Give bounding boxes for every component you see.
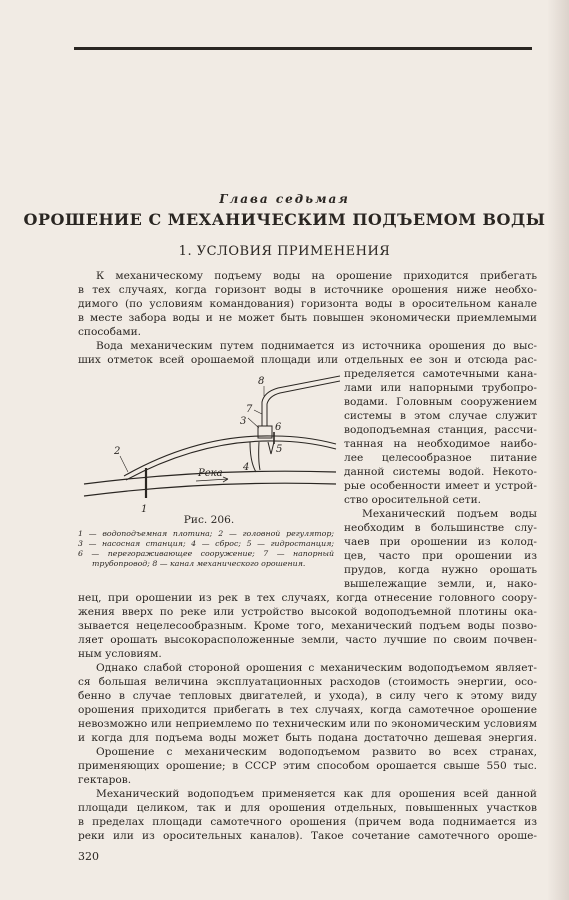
irrigation-scheme-diagram xyxy=(78,372,340,514)
figure-legend-line: трубопровод; 8 — канал механического орошения. xyxy=(92,559,306,568)
text-line: вышележащие земли, и, нако- xyxy=(344,578,537,590)
text-line: Механический подъем воды xyxy=(362,508,537,520)
text-line: ших отметок всей орошаемой площади или отдельных ее зон и отсюда рас- xyxy=(78,354,537,366)
label-2: 2 xyxy=(114,446,121,457)
text-line: зывается нецелесообразным. Кроме того, механический подъем воды позво- xyxy=(78,620,537,632)
text-line: невозможно или неприемлемо по техническим или по экономическим условиям xyxy=(78,718,537,730)
header-rule xyxy=(74,47,532,50)
text-line: ным условиям. xyxy=(78,648,162,660)
river-flow-arrow xyxy=(196,479,228,481)
text-line: Механический водоподъем применяется как для орошения всей данной xyxy=(96,788,537,800)
text-line: реки или из оросительных каналов). Такое сочетание самотечного ороше- xyxy=(78,830,537,842)
page-edge-shadow xyxy=(547,0,569,900)
text-line: К механическому подъему воды на орошение приходится прибегать xyxy=(96,270,537,282)
text-line: гектаров. xyxy=(78,774,132,786)
text-line: лами или напорными трубопро- xyxy=(344,382,537,394)
text-line: в пределах площади самотечного орошения (причем вода поднимается из xyxy=(78,816,537,828)
text-line: жения вверх по реке или устройство высокой водоподъемной плотины ока- xyxy=(78,606,537,618)
text-line: нец, при орошении из рек в тех случаях, когда отнесение головного соору- xyxy=(78,592,537,604)
text-line: чаев при орошении из колод- xyxy=(344,536,537,548)
label-3: 3 xyxy=(240,416,247,427)
text-line: орошения приходится прибегать в тех случаях, когда самотечное орошение xyxy=(78,704,537,716)
figure-legend-line: 3 — насосная станция; 4 — сброс; 5 — гидростанция; xyxy=(78,539,334,548)
page-number: 320 xyxy=(78,850,99,863)
text-line: в тех случаях, когда горизонт воды в источнике орошения ниже необхо- xyxy=(78,284,537,296)
text-line: рые особенности имеет и устрой- xyxy=(344,480,537,492)
text-line: способами. xyxy=(78,326,142,338)
label-5: 5 xyxy=(276,444,283,455)
label-8: 8 xyxy=(258,376,265,387)
label-6: 6 xyxy=(275,422,282,433)
figure-caption: Рис. 206. xyxy=(183,514,235,526)
chapter-label: Глава седьмая xyxy=(219,192,350,206)
figure-legend-line: 6 — перегораживающее сооружение; 7 — напорный xyxy=(78,549,334,558)
text-line: Вода механическим путем поднимается из источника орошения до выс- xyxy=(96,340,537,352)
text-line: Однако слабой стороной орошения с механическим водоподъемом являет- xyxy=(96,662,537,674)
text-line: димого (по условиям командования) горизонта воды в оросительном канале xyxy=(78,298,537,310)
text-line: данной системы водой. Некото- xyxy=(344,466,537,478)
text-line: пределяется самотечными кана- xyxy=(344,368,537,380)
section-title: 1. УСЛОВИЯ ПРИМЕНЕНИЯ xyxy=(178,244,391,259)
text-line: применяющих орошение; в СССР этим способом орошается свыше 550 тыс. xyxy=(78,760,537,772)
text-line: ся большая величина эксплуатационных расходов (стоимость энергии, осо- xyxy=(78,676,537,688)
text-line: площади целиком, так и для орошения отдельных, повышенных участков xyxy=(78,802,537,814)
text-line: и когда для подъема воды может быть подана достаточно дешевая энергия. xyxy=(78,732,537,744)
spillway xyxy=(250,442,256,472)
river-label: Река xyxy=(198,468,223,479)
text-line: Орошение с механическим водоподъемом развито во всех странах, xyxy=(96,746,537,758)
text-line: системы в этом случае служит xyxy=(344,410,537,422)
text-line: ляет орошать высокорасположенные земли, часто лучшие по своим почвен- xyxy=(78,634,537,646)
figure-legend-line: 1 — водоподъемная плотина; 2 — головной регулятор; xyxy=(78,529,334,538)
hydro-station xyxy=(268,442,274,454)
river-bank-lower xyxy=(84,483,336,496)
text-line: бенно в случае тепловых двигателей, и ухода), в силу чего к этому виду xyxy=(78,690,537,702)
text-line: прудов, когда нужно орошать xyxy=(344,564,537,576)
text-line: в месте забора воды и не может быть повышен экономически приемлемыми xyxy=(78,312,537,324)
label-1: 1 xyxy=(141,504,148,514)
text-line: необходим в большинстве слу- xyxy=(344,522,537,534)
figure-206 xyxy=(78,372,340,514)
label-7: 7 xyxy=(246,404,253,415)
text-line: лее целесообразное питание xyxy=(344,452,537,464)
text-line: водоподъемная станция, рассчи- xyxy=(344,424,537,436)
text-line: ство оросительной сети. xyxy=(344,494,482,506)
label-4: 4 xyxy=(243,462,250,473)
text-line: водами. Головным сооружением xyxy=(344,396,537,408)
text-line: танная на необходимое наибо- xyxy=(344,438,537,450)
text-line: цев, часто при орошении из xyxy=(344,550,537,562)
chapter-title: ОРОШЕНИЕ С МЕХАНИЧЕСКИМ ПОДЪЕМОМ ВОДЫ xyxy=(23,210,546,229)
